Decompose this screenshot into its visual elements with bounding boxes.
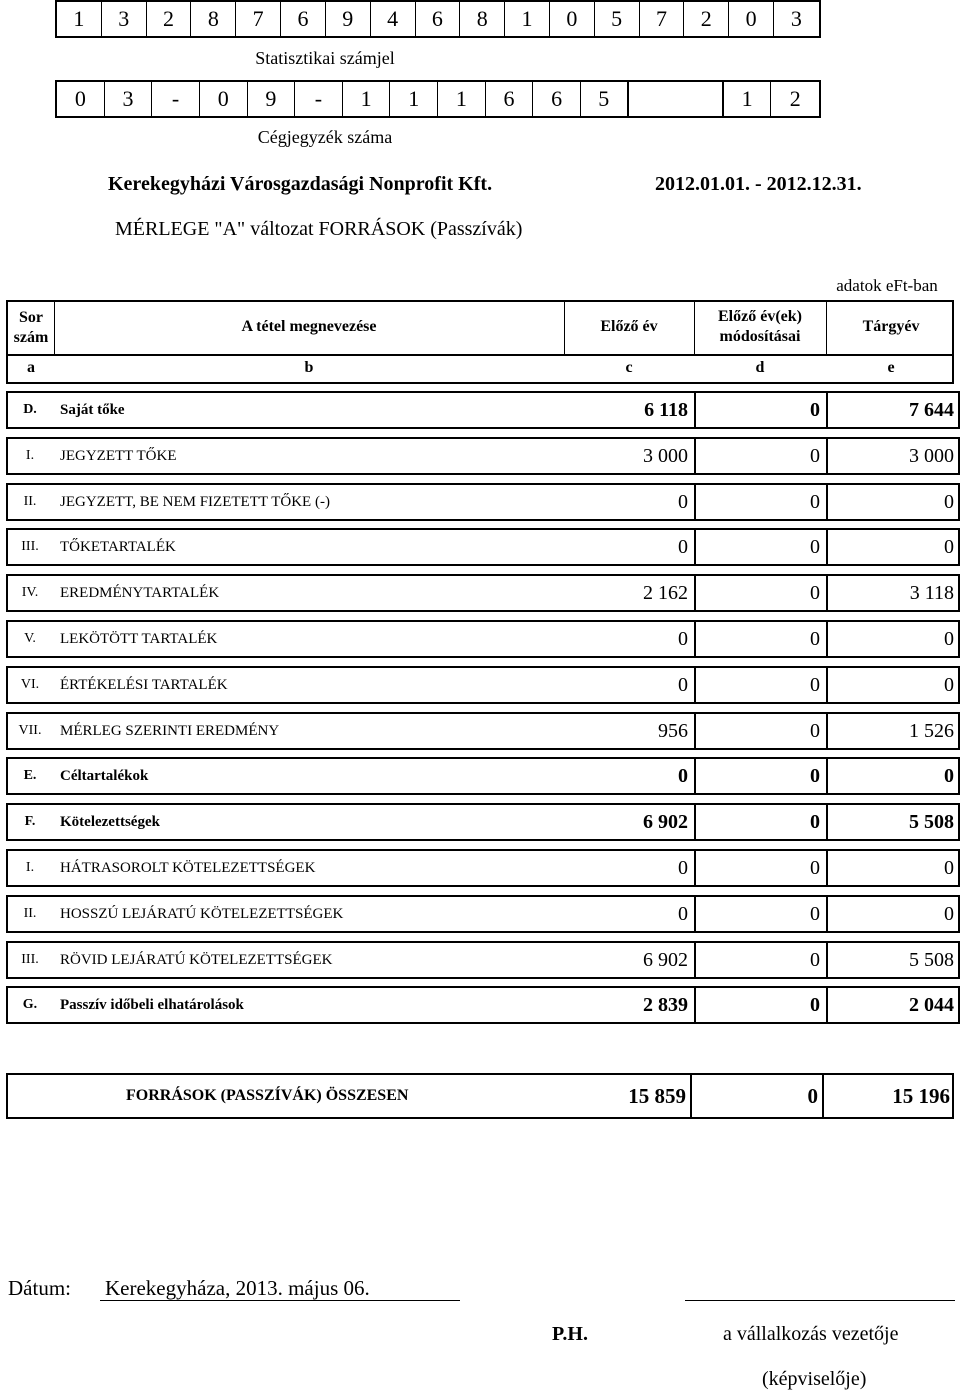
row-current-value: 3 118 bbox=[909, 581, 954, 604]
row-label: ÉRTÉKELÉSI TARTALÉK bbox=[60, 676, 228, 693]
total-row bbox=[6, 1073, 954, 1119]
row-current-value: 5 508 bbox=[909, 810, 954, 833]
reg-digit-5: - bbox=[295, 82, 343, 116]
row-mod-value: 0 bbox=[810, 581, 820, 604]
row-current-value: 0 bbox=[944, 673, 954, 696]
table-row bbox=[6, 986, 952, 1024]
row-label: HOSSZÚ LEJÁRATÚ KÖTELEZETTSÉGEK bbox=[60, 905, 344, 922]
reg-digit-4: 9 bbox=[248, 82, 296, 116]
row-mod-value: 0 bbox=[810, 948, 820, 971]
reg-digit-9: 6 bbox=[486, 82, 534, 116]
reg-digit-6: 1 bbox=[343, 82, 391, 116]
signer-title: a vállalkozás vezetője bbox=[723, 1323, 899, 1345]
table-row bbox=[6, 620, 952, 658]
stat-digit-2: 2 bbox=[147, 2, 192, 36]
row-mod-value: 0 bbox=[810, 627, 820, 650]
unit-note: adatok eFt-ban bbox=[836, 276, 938, 295]
row-mod-value: 0 bbox=[810, 902, 820, 925]
row-label: Kötelezettségek bbox=[60, 813, 160, 830]
row-current-value: 0 bbox=[944, 856, 954, 879]
reg-digit-11: 5 bbox=[581, 82, 629, 116]
reg-caption: Cégjegyzék száma bbox=[257, 127, 393, 147]
header-szam: szám bbox=[13, 329, 49, 346]
row-mod-value: 0 bbox=[810, 856, 820, 879]
row-mod-value: 0 bbox=[810, 490, 820, 513]
table-row bbox=[6, 666, 952, 704]
column-letters bbox=[6, 356, 954, 384]
row-mod-value: 0 bbox=[810, 398, 820, 421]
row-current-value: 0 bbox=[944, 535, 954, 558]
stat-digit-6: 9 bbox=[326, 2, 371, 36]
col-letter-c: c bbox=[625, 359, 633, 376]
row-mod-value: 0 bbox=[810, 535, 820, 558]
row-current-value: 0 bbox=[944, 627, 954, 650]
stat-digit-12: 5 bbox=[595, 2, 640, 36]
stat-digit-0: 1 bbox=[57, 2, 102, 36]
reg-digit-8: 1 bbox=[438, 82, 486, 116]
row-prev-value: 6 118 bbox=[644, 398, 688, 421]
header-prev: Előző év bbox=[600, 318, 658, 335]
row-code: I. bbox=[25, 860, 35, 875]
row-prev-value: 6 902 bbox=[643, 948, 688, 971]
row-code: IV. bbox=[21, 585, 39, 600]
row-code: V. bbox=[24, 631, 36, 646]
company-name: Kerekegyházi Városgazdasági Nonprofit Kft. bbox=[108, 173, 493, 195]
stat-code-boxes bbox=[55, 0, 821, 38]
row-label: TŐKETARTALÉK bbox=[60, 538, 176, 555]
row-mod-value: 0 bbox=[810, 764, 820, 787]
row-code: II. bbox=[23, 494, 37, 509]
row-label: HÁTRASOROLT KÖTELEZETTSÉGEK bbox=[60, 859, 316, 876]
stat-digit-16: 3 bbox=[790, 6, 802, 31]
row-code: II. bbox=[23, 906, 37, 921]
row-label: Passzív időbeli elhatárolások bbox=[60, 996, 244, 1013]
reg-digit-15: 2 bbox=[789, 86, 801, 111]
reg-digit-2: - bbox=[152, 82, 200, 116]
reg-digit-13 bbox=[676, 82, 724, 116]
stat-digit-4: 7 bbox=[236, 2, 281, 36]
reg-digit-14: 1 bbox=[724, 82, 772, 116]
table-row bbox=[6, 803, 952, 841]
table-row bbox=[6, 574, 952, 612]
row-label: JEGYZETT, BE NEM FIZETETT TŐKE (-) bbox=[60, 493, 330, 510]
row-code: III. bbox=[21, 539, 39, 554]
stat-digit-7: 4 bbox=[371, 2, 416, 36]
row-prev-value: 0 bbox=[678, 490, 688, 513]
row-code: VII. bbox=[18, 723, 42, 738]
date-label: Dátum: bbox=[8, 1276, 71, 1300]
table-row bbox=[6, 849, 952, 887]
reg-digit-12 bbox=[629, 82, 677, 116]
col-letter-a: a bbox=[27, 359, 35, 376]
reg-digit-7: 1 bbox=[390, 82, 438, 116]
signer-subtitle: (képviselője) bbox=[762, 1368, 867, 1390]
stat-digit-3: 8 bbox=[191, 2, 236, 36]
stat-digit-8: 6 bbox=[416, 2, 461, 36]
stat-digit-15: 0 bbox=[729, 2, 774, 36]
row-prev-value: 0 bbox=[678, 764, 688, 787]
doc-title: MÉRLEGE "A" változat FORRÁSOK (Passzívák) bbox=[115, 218, 523, 240]
period: 2012.01.01. - 2012.12.31. bbox=[655, 173, 862, 195]
header-mod-2: módosításai bbox=[719, 328, 801, 345]
row-current-value: 0 bbox=[944, 764, 954, 787]
table-row bbox=[6, 941, 952, 979]
ph-stamp-label: P.H. bbox=[552, 1323, 588, 1345]
row-code: F. bbox=[24, 814, 36, 829]
table-row bbox=[6, 483, 952, 521]
row-label: MÉRLEG SZERINTI EREDMÉNY bbox=[60, 722, 280, 739]
table-row bbox=[6, 757, 952, 795]
header-current: Tárgyév bbox=[862, 318, 920, 335]
row-mod-value: 0 bbox=[810, 993, 820, 1016]
row-current-value: 1 526 bbox=[909, 719, 954, 742]
stat-digit-1: 3 bbox=[102, 2, 147, 36]
row-label: RÖVID LEJÁRATÚ KÖTELEZETTSÉGEK bbox=[60, 951, 333, 968]
row-label: LEKÖTÖTT TARTALÉK bbox=[60, 630, 218, 647]
row-current-value: 0 bbox=[944, 902, 954, 925]
row-code: D. bbox=[23, 402, 37, 417]
row-prev-value: 0 bbox=[678, 856, 688, 879]
row-current-value: 0 bbox=[944, 490, 954, 513]
row-prev-value: 0 bbox=[678, 535, 688, 558]
total-label: FORRÁSOK (PASSZÍVÁK) ÖSSZESEN bbox=[126, 1087, 409, 1104]
header-sor: Sor bbox=[19, 309, 43, 326]
row-prev-value: 0 bbox=[678, 627, 688, 650]
header-name: A tétel megnevezése bbox=[241, 318, 377, 335]
row-code: III. bbox=[21, 952, 39, 967]
row-label: JEGYZETT TŐKE bbox=[60, 447, 177, 464]
col-letter-d: d bbox=[755, 359, 765, 376]
row-label: EREDMÉNYTARTALÉK bbox=[60, 584, 220, 601]
stat-digit-13: 7 bbox=[640, 2, 685, 36]
reg-digit-10: 6 bbox=[533, 82, 581, 116]
row-prev-value: 2 839 bbox=[643, 993, 688, 1016]
row-current-value: 2 044 bbox=[909, 993, 954, 1016]
table-row bbox=[6, 437, 952, 475]
reg-digit-0: 0 bbox=[57, 82, 105, 116]
row-current-value: 7 644 bbox=[909, 398, 954, 421]
table-header bbox=[6, 300, 954, 356]
row-label: Saját tőke bbox=[60, 401, 125, 418]
row-label: Céltartalékok bbox=[60, 767, 149, 784]
row-prev-value: 2 162 bbox=[643, 581, 688, 604]
row-mod-value: 0 bbox=[810, 444, 820, 467]
col-letter-e: e bbox=[887, 359, 895, 376]
reg-digit-3: 0 bbox=[200, 82, 248, 116]
total-prev: 15 859 bbox=[628, 1084, 686, 1108]
reg-number-boxes bbox=[55, 80, 821, 118]
total-mod: 0 bbox=[807, 1084, 818, 1108]
row-current-value: 3 000 bbox=[909, 444, 954, 467]
row-code: I. bbox=[25, 448, 35, 463]
row-code: G. bbox=[22, 997, 38, 1012]
stat-digit-11: 0 bbox=[550, 2, 595, 36]
signature-line bbox=[685, 1300, 955, 1301]
stat-digit-9: 8 bbox=[460, 2, 505, 36]
row-mod-value: 0 bbox=[810, 810, 820, 833]
row-prev-value: 956 bbox=[658, 719, 688, 742]
reg-digit-1: 3 bbox=[105, 82, 153, 116]
header-mod-1: Előző év(ek) bbox=[718, 308, 802, 325]
row-code: VI. bbox=[20, 677, 40, 692]
row-prev-value: 0 bbox=[678, 673, 688, 696]
table-row bbox=[6, 895, 952, 933]
row-prev-value: 6 902 bbox=[643, 810, 688, 833]
table-row bbox=[6, 528, 952, 566]
table-row bbox=[6, 391, 952, 429]
col-letter-b: b bbox=[304, 359, 314, 376]
stat-digit-10: 1 bbox=[505, 2, 550, 36]
row-prev-value: 0 bbox=[678, 902, 688, 925]
date-value: Kerekegyháza, 2013. május 06. bbox=[105, 1276, 370, 1300]
date-underline bbox=[100, 1300, 460, 1301]
stat-digit-5: 6 bbox=[281, 2, 326, 36]
row-mod-value: 0 bbox=[810, 719, 820, 742]
row-mod-value: 0 bbox=[810, 673, 820, 696]
row-prev-value: 3 000 bbox=[643, 444, 688, 467]
row-code: E. bbox=[23, 768, 37, 783]
stat-digit-14: 2 bbox=[684, 2, 729, 36]
stat-caption: Statisztikai számjel bbox=[255, 48, 395, 68]
total-current: 15 196 bbox=[892, 1084, 950, 1108]
table-row bbox=[6, 712, 952, 750]
row-current-value: 5 508 bbox=[909, 948, 954, 971]
